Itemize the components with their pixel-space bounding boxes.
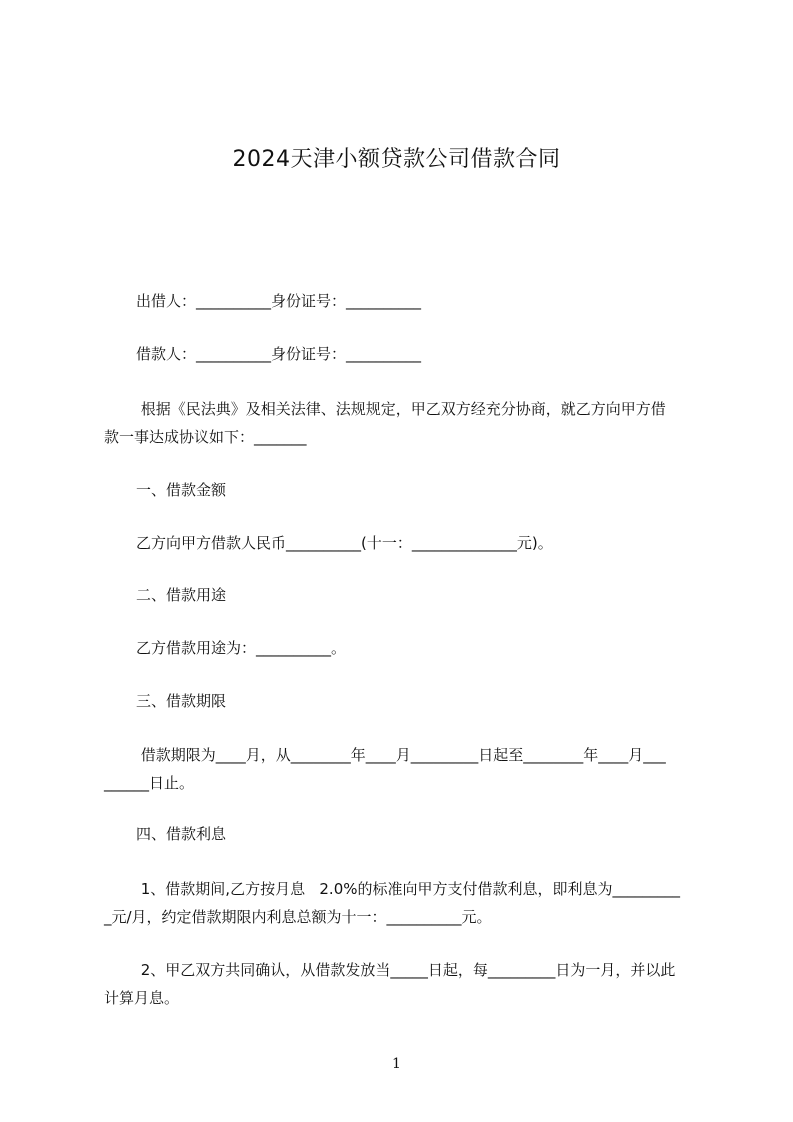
amount-clause: 乙方向甲方借款人民币__________(十一：______________元)。 bbox=[136, 534, 553, 552]
interest-clause-2-line-1: 2、甲乙双方共同确认，从借款发放当_____日起，每_________日为一月，并以此 bbox=[136, 961, 676, 979]
interest-clause-1-line-2: _元/月，约定借款期限内利息总额为十一：__________元。 bbox=[104, 908, 492, 926]
section-heading-amount: 一、借款金额 bbox=[136, 481, 227, 499]
term-clause-line-2: ______日止。 bbox=[104, 774, 195, 792]
intro-line-2: 款一事达成协议如下：_______ bbox=[104, 428, 307, 446]
intro-line-1: 根据《民法典》及相关法律、法规规定，甲乙双方经充分协商，就乙方向甲方借 bbox=[136, 400, 666, 418]
section-heading-term: 三、借款期限 bbox=[136, 692, 227, 710]
page-number: 1 bbox=[392, 1056, 401, 1072]
interest-clause-2-line-2: 计算月息。 bbox=[104, 989, 180, 1007]
borrower-line: 借款人：__________身份证号：__________ bbox=[136, 345, 422, 363]
section-heading-purpose: 二、借款用途 bbox=[136, 586, 227, 604]
interest-clause-1-line-1: 1、借款期间,乙方按月息 2.0%的标准向甲方支付借款利息，即利息为_________ bbox=[136, 880, 680, 898]
term-clause-line-1: 借款期限为____月，从________年____月_________日起至________年____月___ bbox=[136, 746, 666, 764]
lender-line: 出借人：__________身份证号：__________ bbox=[136, 292, 422, 310]
document-title: 2024天津小额贷款公司借款合同 bbox=[232, 147, 561, 172]
purpose-clause: 乙方借款用途为：__________。 bbox=[136, 639, 347, 657]
section-heading-interest: 四、借款利息 bbox=[136, 825, 227, 843]
